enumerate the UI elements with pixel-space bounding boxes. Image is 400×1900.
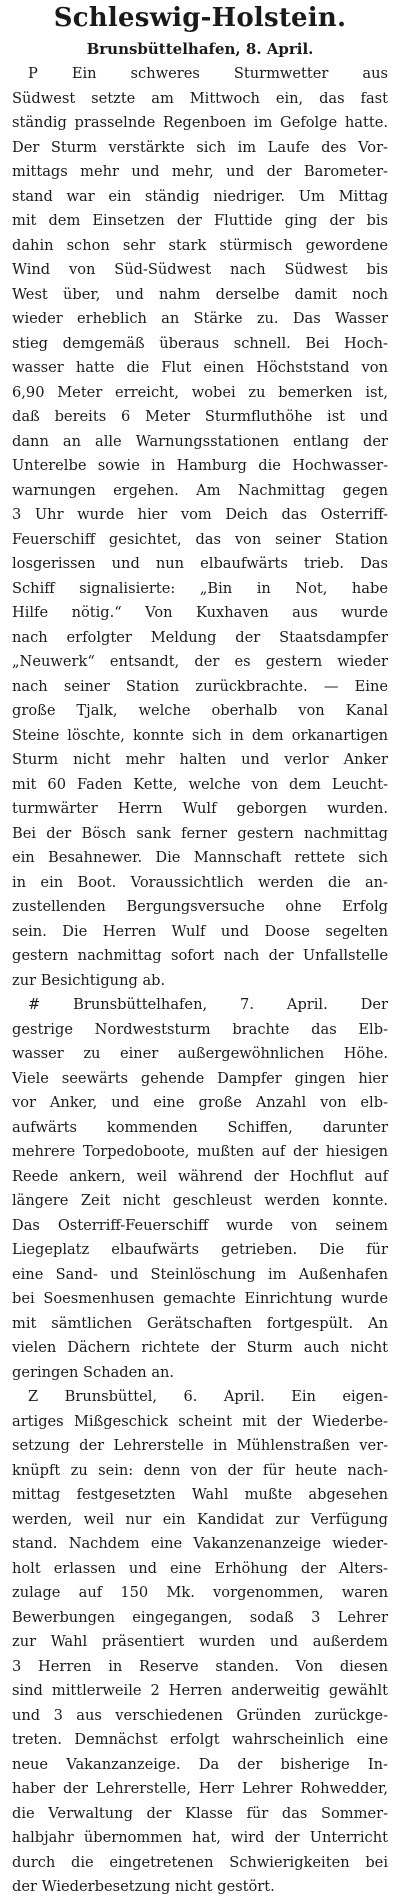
text-line: warnungen ergehen. Am Nachmittag gegen bbox=[12, 481, 388, 499]
text-line: losgerissen und nun elbaufwärts trieb. Das bbox=[12, 555, 388, 572]
text-line: neue Vakanzanzeige. Da der bisherige In- bbox=[12, 1755, 388, 1773]
text-line: Z Brunsbüttel, 6. April. Ein eigen- bbox=[28, 1388, 388, 1405]
text-line: mittags mehr und mehr, und der Barometer- bbox=[12, 163, 388, 180]
text-line: große Tjalk, welche oberhalb von Kanal bbox=[12, 702, 388, 719]
newspaper-column bbox=[12, 0, 388, 1895]
text-line: turmwärter Herrn Wulf geborgen wurden. bbox=[12, 800, 388, 817]
text-line: Unterelbe sowie in Hamburg die Hochwasser- bbox=[12, 457, 388, 474]
text-line: dann an alle Warnungsstationen entlang der bbox=[12, 432, 388, 450]
text-line: die Verwaltung der Klasse für das Sommer- bbox=[12, 1804, 388, 1822]
text-line: geringen Schaden an. bbox=[12, 1363, 175, 1381]
text-line: der Wiederbesetzung nicht gestört. bbox=[12, 1878, 275, 1895]
text-line: stand. Nachdem eine Vakanzenanzeige wieder- bbox=[12, 1535, 388, 1552]
text-line: daß bereits 6 Meter Sturmfluthöhe ist und bbox=[12, 408, 388, 425]
text-line: mit dem Einsetzen der Fluttide ging der bis bbox=[12, 212, 388, 229]
text-line: Liegeplatz elbaufwärts getrieben. Die für bbox=[12, 1241, 388, 1258]
text-line: Viele seewärts gehende Dampfer gingen hier bbox=[12, 1069, 388, 1087]
article-2 bbox=[12, 993, 388, 1385]
text-line: werden, weil nur ein Kandidat zur Verfügung bbox=[12, 1510, 388, 1528]
text-line: und 3 aus verschiedenen Gründen zurückge- bbox=[12, 1706, 388, 1724]
text-line: setzung der Lehrerstelle in Mühlenstraßen ver- bbox=[12, 1437, 388, 1454]
text-line: Feuerschiff gesichtet, das von seiner Station bbox=[12, 530, 388, 548]
text-line: 3 Uhr wurde hier vom Deich das Osterriff- bbox=[12, 506, 388, 523]
text-line: „Neuwerk“ entsandt, der es gestern wieder bbox=[12, 653, 388, 670]
text-line: eine Sand- und Steinlöschung im Außenhafen bbox=[12, 1265, 388, 1283]
text-line: 6,90 Meter erreicht, wobei zu bemerken ist, bbox=[12, 383, 388, 401]
text-line: zur Besichtigung ab. bbox=[12, 971, 166, 989]
text-line: Sturm nicht mehr halten und verlor Anker bbox=[12, 751, 388, 768]
text-line: aufwärts kommenden Schiffen, darunter bbox=[12, 1118, 388, 1136]
text-line: Wind von Süd-Südwest nach Südwest bis bbox=[12, 261, 388, 278]
text-line: halbjahr übernommen hat, wird der Unterricht bbox=[12, 1829, 388, 1846]
text-line: sind mittlerweile 2 Herren anderweitig gewählt bbox=[12, 1682, 388, 1699]
text-line: 3 Herren in Reserve standen. Von diesen bbox=[12, 1657, 388, 1675]
text-line: zustellenden Bergungsversuche ohne Erfolg bbox=[12, 898, 388, 915]
text-line: zulage auf 150 Mk. vorgenommen, waren bbox=[12, 1584, 388, 1601]
text-line: mittag festgesetzten Wahl mußte abgesehen bbox=[12, 1486, 388, 1503]
text-line: stand war ein ständig niedriger. Um Mittag bbox=[12, 187, 388, 205]
dateline: Brunsbüttelhafen, 8. April. bbox=[86, 40, 314, 58]
text-line: nach erfolgter Meldung der Staatsdampfer bbox=[12, 628, 388, 646]
page-title: Schleswig-Holstein. bbox=[53, 3, 347, 33]
text-line: Schiff signalisierte: „Bin in Not, habe bbox=[12, 579, 388, 597]
text-line: wasser hatte die Flut einen Höchststand von bbox=[12, 359, 388, 376]
text-line: mit sämtlichen Gerätschaften fortgespült. An bbox=[12, 1314, 388, 1332]
text-line: knüpft zu sein: denn von der für heute nach- bbox=[12, 1461, 388, 1479]
text-line: Südwest setzte am Mittwoch ein, das fast bbox=[12, 89, 388, 107]
text-line: wasser zu einer außergewöhnlichen Höhe. bbox=[12, 1045, 388, 1062]
text-line: zur Wahl präsentiert wurden und außerdem bbox=[12, 1633, 388, 1650]
text-line: gestrige Nordweststurm brachte das Elb- bbox=[12, 1020, 388, 1038]
text-line: dahin schon sehr stark stürmisch gewordene bbox=[12, 236, 388, 254]
text-line: holt erlassen und eine Erhöhung der Alters- bbox=[12, 1559, 388, 1577]
article-1 bbox=[12, 36, 388, 993]
article-3 bbox=[12, 1385, 388, 1900]
text-line: längere Zeit nicht geschleust werden konnte. bbox=[12, 1192, 388, 1209]
text-line: ein Besahnewer. Die Mannschaft rettete sich bbox=[12, 849, 388, 866]
text-line: ständig prasselnde Regenboen im Gefolge hatte. bbox=[12, 114, 388, 131]
text-line: haber der Lehrerstelle, Herr Lehrer Rohwedder, bbox=[12, 1780, 388, 1797]
text-line: Hilfe nötig.“ Von Kuxhaven aus wurde bbox=[12, 604, 388, 621]
text-line: P Ein schweres Sturmwetter aus bbox=[28, 65, 388, 82]
text-line: gestern nachmittag sofort nach der Unfallstelle bbox=[12, 947, 388, 964]
text-line: vielen Dächern richtete der Sturm auch nicht bbox=[12, 1339, 388, 1356]
text-line: West über, und nahm derselbe damit noch bbox=[12, 285, 388, 303]
text-line: Bei der Bösch sank ferner gestern nachmittag bbox=[12, 824, 388, 842]
text-line: Steine löschte, konnte sich in dem orkanartigen bbox=[12, 726, 388, 744]
text-line: sein. Die Herren Wulf und Doose segelten bbox=[12, 922, 388, 940]
text-line: Reede ankern, weil während der Hochflut auf bbox=[12, 1167, 388, 1185]
text-line: Das Osterriff-Feuerschiff wurde von seinem bbox=[12, 1216, 388, 1234]
text-line: mit 60 Faden Kette, welche von dem Leucht- bbox=[12, 775, 388, 793]
text-line: treten. Demnächst erfolgt wahrscheinlich eine bbox=[12, 1731, 388, 1748]
text-line: vor Anker, und eine große Anzahl von elb- bbox=[12, 1094, 388, 1111]
text-line: # Brunsbüttelhafen, 7. April. Der bbox=[28, 996, 388, 1013]
text-line: Der Sturm verstärkte sich im Laufe des Vor- bbox=[12, 138, 388, 156]
text-line: bei Soesmenhusen gemachte Einrichtung wurde bbox=[12, 1290, 388, 1307]
text-line: artiges Mißgeschick scheint mit der Wiederbe- bbox=[12, 1412, 388, 1430]
text-line: stieg demgemäß überaus schnell. Bei Hoch- bbox=[12, 334, 388, 352]
text-line: wieder erheblich an Stärke zu. Das Wasser bbox=[12, 310, 388, 327]
text-line: in ein Boot. Voraussichtlich werden die an- bbox=[12, 873, 388, 891]
text-line: mehrere Torpedoboote, mußten auf der hiesigen bbox=[12, 1143, 388, 1160]
text-line: Bewerbungen eingegangen, sodaß 3 Lehrer bbox=[12, 1608, 388, 1626]
text-line: durch die eingetretenen Schwierigkeiten bei bbox=[12, 1853, 388, 1871]
text-line: nach seiner Station zurückbrachte. — Eine bbox=[12, 677, 388, 695]
